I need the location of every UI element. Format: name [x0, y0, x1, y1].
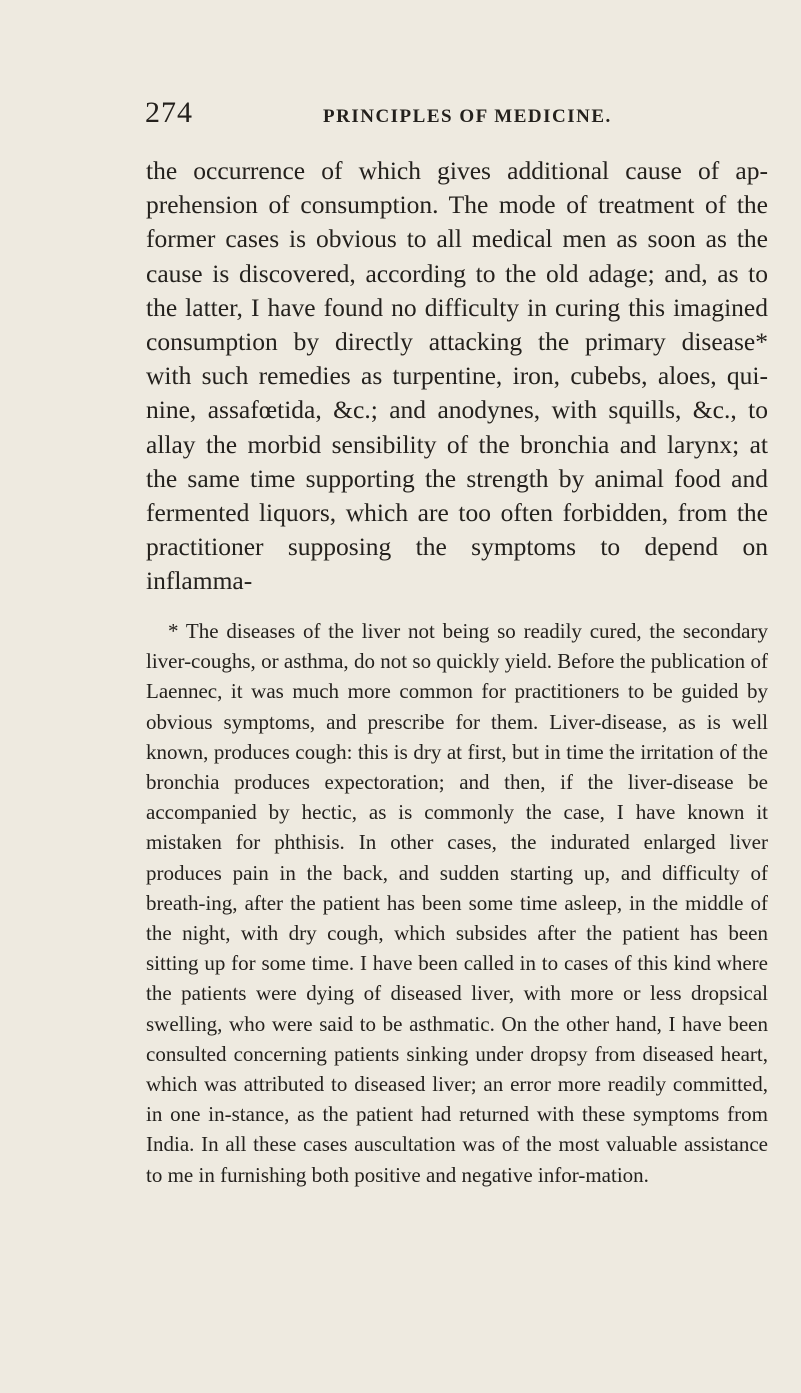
footnote: * The diseases of the liver not being so readily cured, the secondary liver-coughs, or asthma, do not so quickly yield. Before the publication of Laennec, it was much more common for practitioners to be guided by obvious symptoms, and prescribe for them. Liver-disease, as is well known, produces cough: this is dry at first, but in time the irritation of the bronchia produces expectoration; and then, if the liver-disease be accompanied by hectic, as is commonly the case, I have known it mistaken for phthisis. In other cases, the indurated enlarged liver produces pain in the back, and sudden starting up, and difficulty of breath-ing, after the patient has been some time asleep, in the middle of the night, with dry cough, which subsides after the patient has been sitting up for some time. I have been called in to cases of this kind where the patients were dying of diseased liver, with more or less dropsical swelling, who were said to be asthmatic. On the other hand, I have been consulted concerning patients sinking under dropsy from diseased heart, which was attributed to diseased liver; an error more readily committed, in one in-stance, as the patient had returned with these symptoms from India. In all these cases auscultation was of the most valuable assistance to me in furnishing both positive and negative infor-mation.	[146, 619, 768, 1187]
running-head	[145, 96, 705, 136]
body-paragraph: the occurrence of which gives additional cause of ap-prehension of consumption. The mode of treatment of the former cases is obvious to all medical men as soon as the cause is discovered, according to the old adage; and, as to the latter, I have found no difficulty in curing this imagined consumption by directly attacking the primary disease* with such remedies as turpentine, iron, cubebs, aloes, qui-nine, assafœtida, &c.; and anodynes, with squills, &c., to allay the morbid sensibility of the bronchia and larynx; at the same time supporting the strength by animal food and fermented liquors, which are too often forbidden, from the practitioner supposing the symptoms to depend on inflamma-	[146, 156, 768, 596]
page-number: 274	[145, 96, 193, 129]
running-title: PRINCIPLES OF MEDICINE.	[323, 106, 612, 127]
